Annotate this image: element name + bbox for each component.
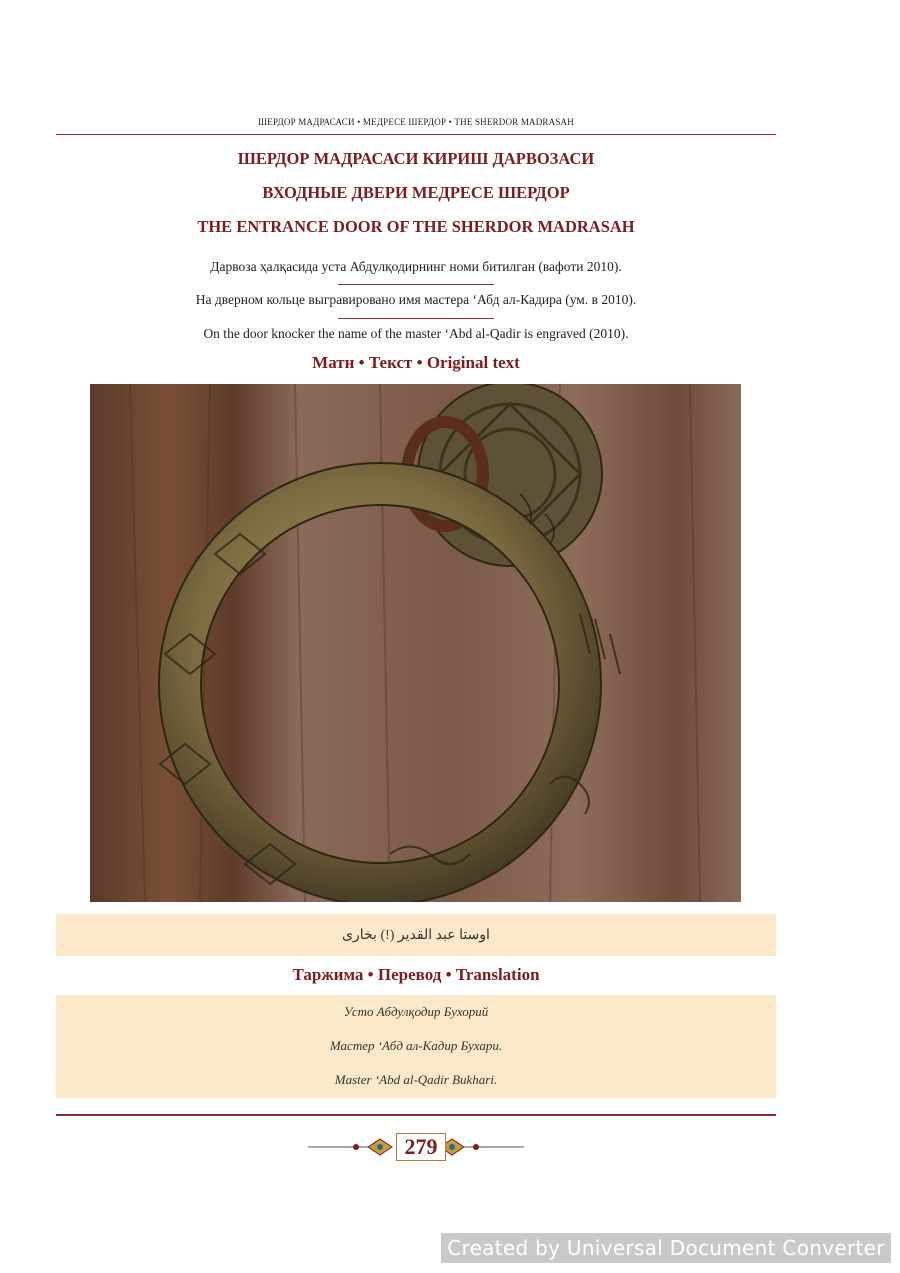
description-russian: На дверном кольце выгравировано имя мастера ʻАбд ал-Кадира (ум. в 2010). (195, 292, 637, 307)
original-text-heading: Матн • Текст • Original text (312, 353, 520, 372)
translation-english: Master ʻAbd al-Qadir Bukhari. (334, 1072, 498, 1087)
description-divider (338, 318, 494, 319)
translation-uzbek: Усто Абдулқодир Бухорий (343, 1004, 489, 1019)
description-english: On the door knocker the name of the master ʻAbd al-Qadir is engraved (2010). (203, 326, 629, 341)
title-english: THE ENTRANCE DOOR OF THE SHERDOR MADRASAH (197, 217, 635, 236)
watermark: Created by Universal Document Converter (441, 1233, 891, 1263)
description-divider (338, 284, 494, 285)
translation-heading: Таржима • Перевод • Translation (292, 965, 540, 984)
header-rule (56, 134, 776, 135)
footer-rule (56, 1114, 776, 1116)
translation-russian: Мастер ʻАбд ал-Кадир Бухари. (329, 1038, 503, 1053)
title-russian: ВХОДНЫЕ ДВЕРИ МЕДРЕСЕ ШЕРДОР (262, 183, 570, 202)
original-arabic-text: اوستا عبد القدير (!) بخارى (342, 927, 490, 943)
running-head: ШЕРДОР МАДРАСАСИ • МЕДРЕСЕ ШЕРДОР • THE SHERDOR MADRASAH (258, 117, 574, 127)
title-uzbek: ШЕРДОР МАДРАСАСИ КИРИШ ДАРВОЗАСИ (237, 149, 595, 168)
original-text-box (56, 914, 776, 956)
translation-box (56, 995, 776, 1098)
page-number-ornament (308, 1133, 524, 1161)
door-knocker-photo (90, 384, 741, 902)
page-number: 279 (396, 1133, 446, 1161)
description-uzbek: Дарвоза ҳалқасида уста Абдулқодирнинг номи битилган (вафоти 2010). (210, 259, 622, 274)
